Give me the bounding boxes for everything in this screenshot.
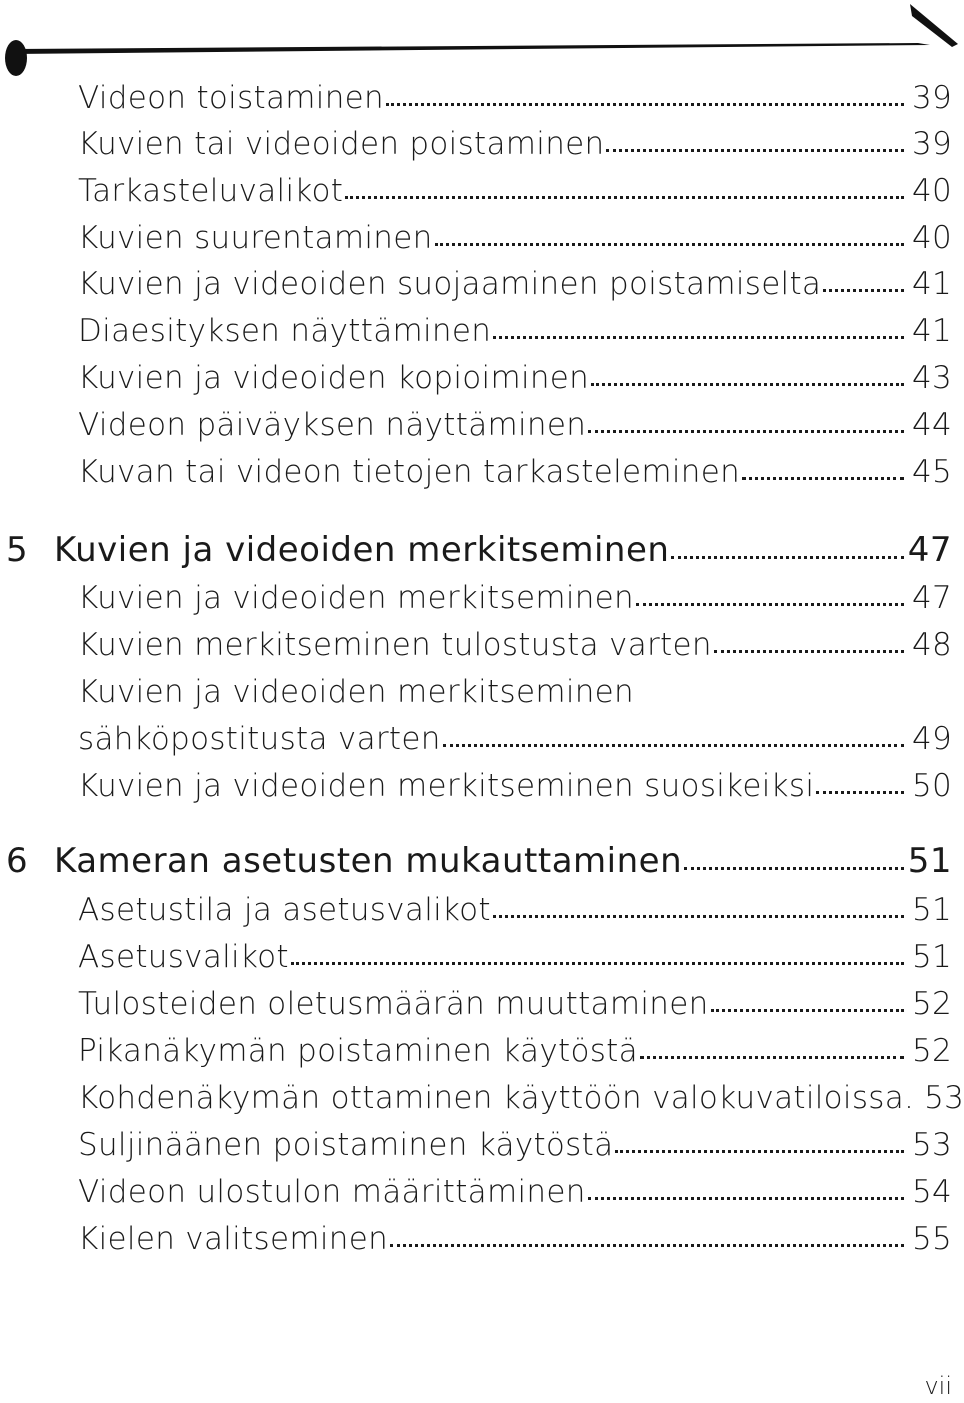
toc-page-number: 41 [911, 313, 952, 349]
toc-entry-title: Videon toistaminen [78, 80, 384, 116]
toc-page-number: 40 [911, 220, 952, 256]
toc-entry-title: Asetustila ja asetusvalikot [78, 892, 491, 928]
header-rule [0, 0, 960, 80]
toc-entry-title: Kuvan tai videon tietojen tarkasteleminen [78, 454, 741, 490]
toc-entry[interactable] [78, 1169, 952, 1215]
toc-entry-title: Suljinäänen poistaminen käytöstä [78, 1127, 614, 1163]
toc-page-number: 51 [911, 939, 952, 975]
toc-page-number: 52 [911, 986, 952, 1022]
toc-leader-dots [588, 1171, 904, 1202]
toc-leader-dots [443, 718, 904, 749]
toc-leader-dots [711, 983, 904, 1014]
toc-entry[interactable] [78, 934, 952, 980]
header-rule-dot [5, 40, 27, 76]
toc-page-number: 51 [907, 841, 952, 881]
toc-leader-dots [345, 170, 904, 201]
toc-leader-dots [493, 310, 904, 341]
toc-entry-title: Kuvien ja videoiden suojaaminen poistamiselta [78, 266, 822, 302]
toc-leader-dots [742, 451, 904, 482]
toc-entry[interactable] [78, 449, 952, 495]
toc-entry[interactable] [78, 1075, 964, 1121]
toc-page-number: 41 [911, 266, 952, 302]
toc-page-number: 53 [924, 1080, 964, 1116]
header-rule-arrow [910, 4, 958, 47]
toc-entry[interactable] [78, 308, 952, 354]
toc-entry-title: Asetusvalikot [78, 939, 289, 975]
toc-entry[interactable] [78, 121, 952, 167]
toc-page-number: 39 [911, 126, 952, 162]
toc-chapter-title: Kameran asetusten mukauttaminen [54, 841, 683, 881]
toc-page-number: 54 [911, 1174, 952, 1210]
toc-entry[interactable] [78, 1028, 952, 1074]
toc-leader-dots [640, 1030, 904, 1061]
toc-page-number: 45 [911, 454, 952, 490]
toc-entry[interactable] [78, 355, 952, 401]
toc-entry-title: Videon päiväyksen näyttäminen [78, 407, 587, 443]
toc-entry-title: Kuvien ja videoiden merkitseminen [78, 674, 635, 710]
page-number: vii [924, 1372, 952, 1400]
toc-leader-dots [615, 1124, 904, 1155]
toc-entry[interactable] [78, 669, 634, 715]
toc-entry[interactable] [78, 75, 952, 121]
toc-entry-title: Tarkasteluvalikot [78, 173, 344, 209]
toc-chapter-number: 5 [6, 530, 29, 570]
toc-page-number: 53 [911, 1127, 952, 1163]
toc-entry[interactable] [78, 763, 952, 809]
toc-entry-title: Videon ulostulon määrittäminen [78, 1174, 586, 1210]
toc-page-number: 39 [911, 80, 952, 116]
toc-page-number: 47 [907, 530, 952, 570]
toc-entry[interactable] [78, 1216, 952, 1262]
toc-leader-dots [291, 936, 904, 967]
toc-entry-title: Kuvien suurentaminen [78, 220, 433, 256]
toc-entry[interactable] [78, 261, 952, 307]
toc-entry-title: Kohdenäkymän ottaminen käyttöön valokuvatiloissa. [78, 1080, 915, 1116]
toc-chapter-title: Kuvien ja videoiden merkitseminen [54, 530, 670, 570]
header-rule-line [14, 43, 930, 54]
toc-entry-title: Diaesityksen näyttäminen [78, 313, 492, 349]
toc-leader-dots [493, 889, 904, 920]
toc-entry[interactable] [78, 1122, 952, 1168]
toc-leader-dots [588, 404, 904, 435]
toc-page-number: 43 [911, 360, 952, 396]
toc-leader-dots [684, 838, 904, 872]
toc-entry[interactable] [78, 168, 952, 214]
toc-page-number: 52 [911, 1033, 952, 1069]
toc-entry-title: Kuvien merkitseminen tulostusta varten [78, 627, 712, 663]
toc-page-number: 47 [911, 580, 952, 616]
toc-leader-dots [636, 577, 904, 608]
toc-entry[interactable] [78, 402, 952, 448]
toc-page-number: 55 [911, 1221, 952, 1257]
toc-leader-dots [591, 357, 904, 388]
toc-page-number: 40 [911, 173, 952, 209]
toc-leader-dots [823, 263, 904, 294]
toc-page-number: 50 [911, 768, 952, 804]
toc-leader-dots [606, 123, 904, 154]
toc-entry[interactable] [78, 716, 952, 762]
toc-entry[interactable] [78, 887, 952, 933]
toc-page-number: 44 [911, 407, 952, 443]
toc-leader-dots [671, 527, 904, 561]
toc-leader-dots [714, 624, 904, 655]
toc-entry-title: Kuvien tai videoiden poistaminen [78, 126, 605, 162]
toc-leader-dots [816, 765, 904, 796]
toc-page-number: 48 [911, 627, 952, 663]
toc-entry[interactable] [78, 215, 952, 261]
toc-entry-title: Kuvien ja videoiden kopioiminen [78, 360, 590, 396]
toc-entry-title: sähköpostitusta varten [78, 721, 441, 757]
toc-entry[interactable] [78, 622, 952, 668]
toc-leader-dots [386, 77, 904, 108]
toc-chapter[interactable] [6, 524, 952, 576]
toc-entry-title: Kielen valitseminen [78, 1221, 389, 1257]
toc-page-number: 51 [911, 892, 952, 928]
toc-leader-dots [390, 1218, 904, 1249]
toc-entry-title: Kuvien ja videoiden merkitseminen [78, 580, 635, 616]
toc-entry-title: Tulosteiden oletusmäärän muuttaminen [78, 986, 709, 1022]
toc-page-number: 49 [911, 721, 952, 757]
toc-chapter[interactable] [6, 835, 952, 887]
toc-entry-title: Pikanäkymän poistaminen käytöstä [78, 1033, 638, 1069]
toc-chapter-number: 6 [6, 841, 29, 881]
toc-leader-dots [435, 217, 904, 248]
toc-entry[interactable] [78, 575, 952, 621]
toc-entry-title: Kuvien ja videoiden merkitseminen suosikeiksi [78, 768, 815, 804]
toc-entry[interactable] [78, 981, 952, 1027]
